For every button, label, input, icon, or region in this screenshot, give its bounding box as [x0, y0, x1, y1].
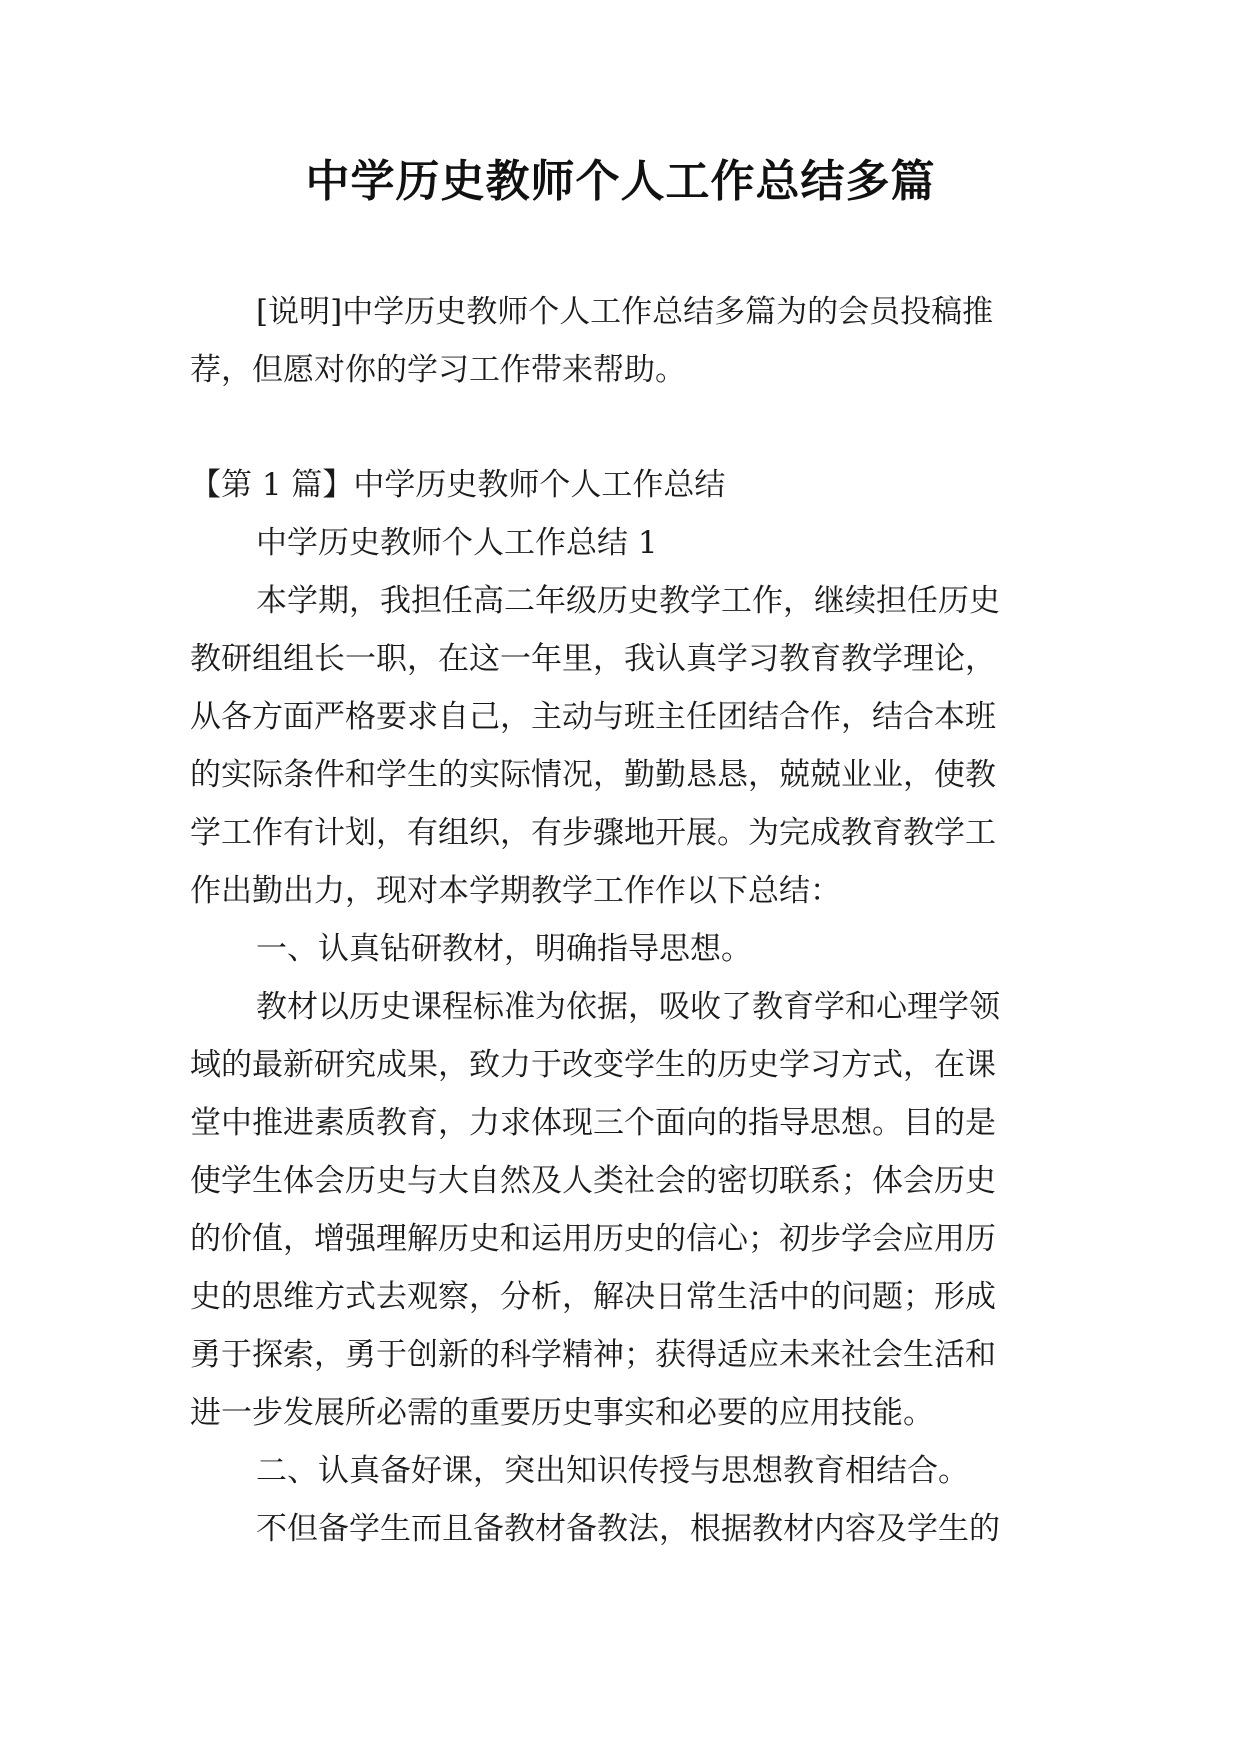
paragraph-line: 域的最新研究成果，致力于改变学生的历史学习方式，在课 — [190, 1047, 996, 1083]
point-heading-1: 一、认真钻研教材，明确指导思想。 — [256, 931, 752, 967]
intro-line-1: [说明]中学历史教师个人工作总结多篇为的会员投稿推 — [256, 294, 994, 330]
paragraph-line: 堂中推进素质教育，力求体现三个面向的指导思想。目的是 — [190, 1105, 996, 1141]
paragraph-line: 学工作有计划，有组织，有步骤地开展。为完成教育教学工 — [190, 815, 996, 851]
paragraph-line: 不但备学生而且备教材备教法，根据教材内容及学生的 — [256, 1511, 1000, 1547]
paragraph-line: 的实际条件和学生的实际情况，勤勤恳恳，兢兢业业，使教 — [190, 757, 996, 793]
point-heading-2: 二、认真备好课，突出知识传授与思想教育相结合。 — [256, 1453, 969, 1489]
paragraph-line: 勇于探索，勇于创新的科学精神；获得适应未来社会生活和 — [190, 1337, 996, 1373]
subsection-heading: 中学历史教师个人工作总结 1 — [256, 525, 658, 561]
section-heading: 【第 1 篇】中学历史教师个人工作总结 — [190, 467, 726, 503]
paragraph-line: 本学期，我担任高二年级历史教学工作，继续担任历史 — [256, 583, 1000, 619]
paragraph-line: 从各方面严格要求自己，主动与班主任团结合作，结合本班 — [190, 699, 996, 735]
paragraph-line: 作出勤出力，现对本学期教学工作作以下总结： — [190, 873, 841, 909]
paragraph-line: 使学生体会历史与大自然及人类社会的密切联系；体会历史 — [190, 1163, 996, 1199]
intro-line-2: 荐，但愿对你的学习工作带来帮助。 — [190, 352, 686, 388]
paragraph-line: 教材以历史课程标准为依据，吸收了教育学和心理学领 — [256, 989, 1000, 1025]
paragraph-line: 教研组组长一职，在这一年里，我认真学习教育教学理论， — [190, 641, 996, 677]
paragraph-line: 进一步发展所必需的重要历史事实和必要的应用技能。 — [190, 1395, 934, 1431]
paragraph-line: 的价值，增强理解历史和运用历史的信心；初步学会应用历 — [190, 1221, 996, 1257]
document-title: 中学历史教师个人工作总结多篇 — [305, 156, 936, 207]
paragraph-line: 史的思维方式去观察，分析，解决日常生活中的问题；形成 — [190, 1279, 996, 1315]
